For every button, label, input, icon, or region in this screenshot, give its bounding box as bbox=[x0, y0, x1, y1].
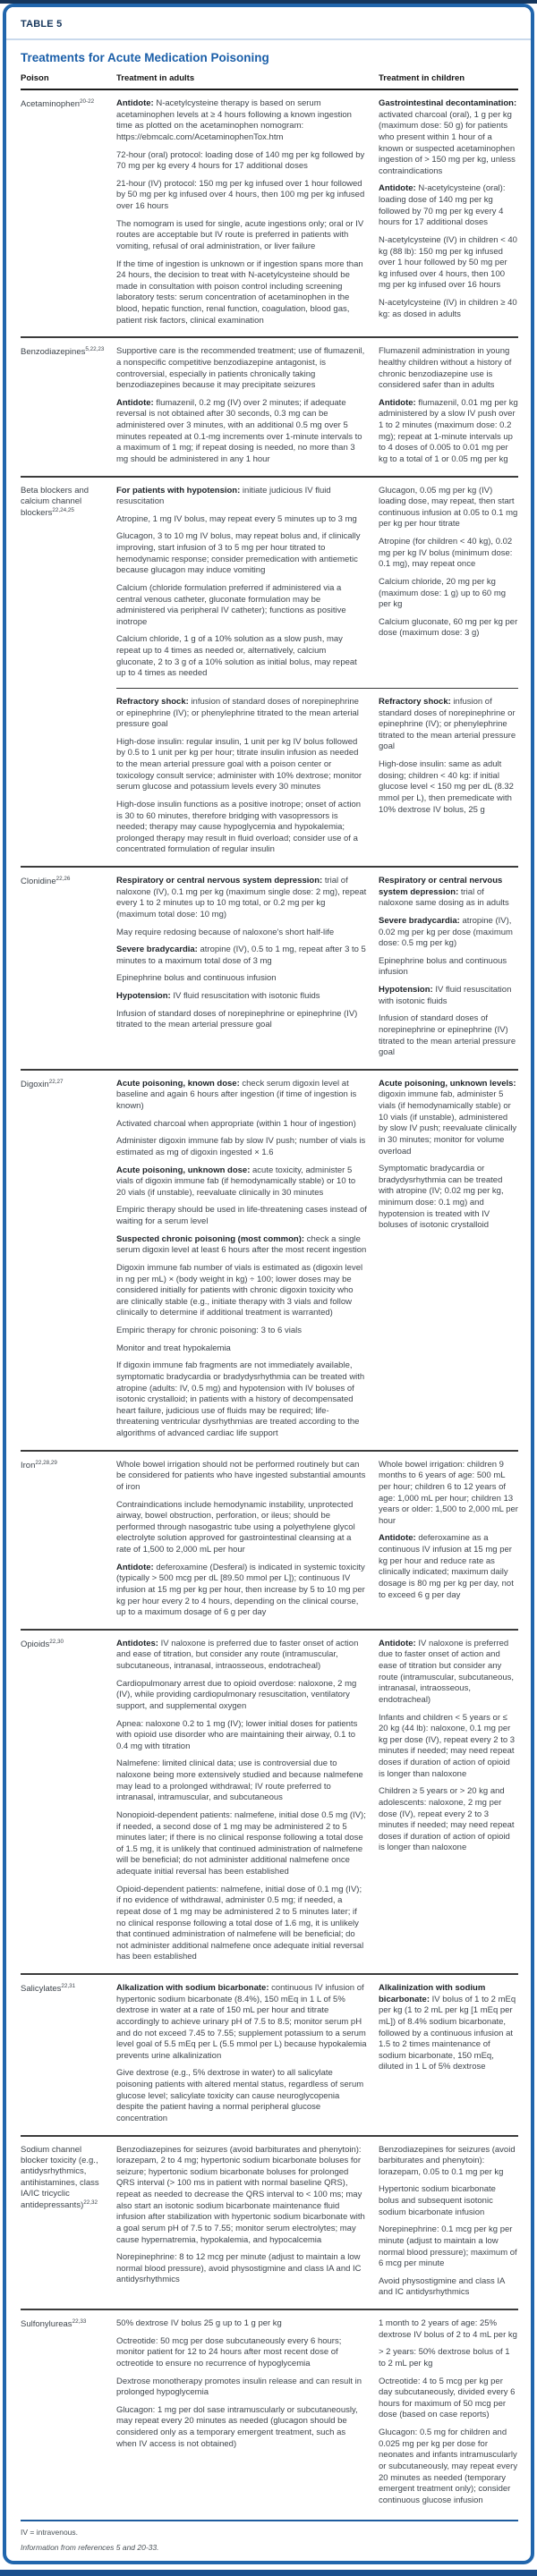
treatment-paragraph: Glucagon, 3 to 10 mg IV bolus, may repeat bolus and, if clinically improving, start infusion of 3 to 5 mg per hour titrated to hemodynamic response; consider premedication with antiemetic because glucagon may induce vomiting bbox=[116, 531, 361, 576]
treatment-adults-cell bbox=[116, 1460, 367, 1625]
treatment-paragraph: Digoxin immune fab number of vials is estimated as (digoxin level in ng per mL) × (body weight in kg) ÷ 100; lower doses may be considered initially for patients with chronic digoxin toxicity who are clinically stable (e.g., initiate therapy with 3 vials and follow clinically to determine if additional treatment is warranted) bbox=[116, 1262, 363, 1318]
treatment-paragraph: Antidote: IV naloxone is preferred due to faster onset of action and ease of titration but consider any route (intramuscular, subcutaneous, intranasal, intraosseous, endotracheal) bbox=[379, 1638, 515, 1705]
treatment-paragraph: Avoid physostigmine and class IA and IC antidysrhythmics bbox=[379, 2275, 505, 2298]
treatment-paragraph: Refractory shock: infusion of standard doses of norepinephrine or epinephrine (IV); or phenylephrine titrated to the mean arterial pressure goal bbox=[116, 696, 359, 730]
column-header-row bbox=[21, 73, 518, 90]
treatment-children-cell bbox=[379, 1983, 518, 2131]
treatment-paragraph: Nalmefene: limited clinical data; use is controversial due to naloxone being more extensively studied and because nalmefene may lead to a prolonged withdrawal; IV route preferred to intranasal, intramuscular, and subcutaneous bbox=[116, 1758, 363, 1803]
treatment-paragraph: Acute poisoning, known dose: check serum digoxin level at baseline and again 6 hours after ingestion (if time of ingestion is known) bbox=[116, 1078, 357, 1111]
treatment-paragraph: Empiric therapy should be used in life-threatening cases instead of waiting for a serum level bbox=[116, 1205, 367, 1226]
treatment-section bbox=[116, 2145, 518, 2306]
table-body bbox=[6, 40, 531, 2561]
treatment-paragraph: If the time of ingestion is unknown or if ingestion spans more than 24 hours, the decision to treat with N-acetylcysteine should be made in consultation with poison control including screening laboratory tests: serum concentration of acetaminophen in the blood, hepatic function, renal function, coagulation, blood gas, patient risk factors, clinical examination bbox=[116, 258, 363, 326]
treatment-adults-cell bbox=[116, 1639, 367, 1970]
treatment-paragraph: Whole bowel irrigation: children 9 months to 6 years of age: 500 mL per hour; children 6 to 12 years of age: 1,000 mL per hour; children 13 years or older: 1,500 to 2,000 mL per hour bbox=[379, 1459, 518, 1526]
treatment-adults-cell bbox=[116, 876, 367, 1065]
treatment-children-cell bbox=[379, 1460, 518, 1625]
table-rows bbox=[21, 90, 518, 2516]
treatment-paragraph: Antidote: N-acetylcysteine (oral): loading dose of 140 mg per kg followed by 70 mg per kg every 4 hours for 17 additional doses bbox=[379, 183, 506, 228]
treatment-paragraph: Antidote: flumazenil, 0.2 mg (IV) over 2 minutes; if adequate reversal is not obtained after 30 seconds, 0.3 mg can be administered over 3 minutes, with an additional 0.5 mg over 5 minutes repeated at 0.1-mg increments over 1-minute intervals to a maximum of 1 mg; if repeat dosing is needed, no more than 3 mg should be administered in any 1 hour bbox=[116, 397, 362, 464]
treatment-paragraph: Hypertonic sodium bicarbonate bolus and subsequent isotonic sodium bicarbonate infusion bbox=[379, 2184, 496, 2217]
treatment-paragraph: Hypotension: IV fluid resuscitation with isotonic fluids bbox=[116, 991, 320, 1001]
treatment-paragraph: Glucagon, 0.05 mg per kg (IV) loading dose, may repeat, then start continuous infusion at 0.05 to 0.1 mg per kg per hour titrate bbox=[379, 485, 518, 530]
treatment-adults-cell bbox=[116, 98, 367, 333]
treatment-paragraph: 1 month to 2 years of age: 25% dextrose IV bolus of 2 to 4 mL per kg bbox=[379, 2318, 517, 2340]
treatment-paragraph: High-dose insulin: same as adult dosing; children < 40 kg: if initial glucose level < 150 mg per dL (8.32 mmol per L), then premedicate with 10% dextrose IV bolus, 25 g bbox=[379, 759, 514, 815]
table-row bbox=[21, 868, 518, 1071]
poison-name: Clonidine$^{22,26}$ bbox=[21, 876, 71, 887]
treatment-paragraph: Benzodiazepines for seizures (avoid barbiturates and phenytoin): lorazepam, 2 to 4 mg; hypertonic sodium bicarbonate boluses for seizure; hypertonic sodium bicarbonate boluses for prolonged QRS interval (> 100 ms in patient with normal baseline QRS), repeat as needed to decrease the QRS interval to < 100 ms; may also start an isotonic sodium bicarbonate maintenance fluid infusion after stabilization with hypertonic sodium bicarbonate with a goal serum pH of 7.5 to 7.55; monitor serum electrolytes; may cause hypernatremia, hypokalemia, and hypocalcemia bbox=[116, 2144, 365, 2245]
column-header-adults: Treatment in adults bbox=[116, 73, 195, 83]
treatment-sections bbox=[116, 1460, 518, 1625]
treatment-children-cell bbox=[379, 2145, 518, 2306]
treatment-paragraph: 21-hour (IV) protocol: 150 mg per kg infused over 1 hour followed by 50 mg per kg infused over 4 hours, then 100 mg per kg infused over 16 hours bbox=[116, 178, 365, 211]
treatment-sections bbox=[116, 346, 518, 471]
treatment-paragraph: Respiratory or central nervous system depression: trial of naloxone (IV), 0.1 mg per kg (maximum single dose: 2 mg), repeat every 1 to 2 minutes up to 10 mg total, or 0.2 mg per kg (maximum total dose: 10 mg) bbox=[116, 876, 367, 919]
footer-rule bbox=[21, 2520, 518, 2521]
treatment-paragraph: Children ≥ 5 years or > 20 kg and adolescents: naloxone, 2 mg per dose (IV), repeat every 2 to 3 minutes if needed; may need repeat doses if duration of action of opioid is longer than naloxone bbox=[379, 1786, 515, 1853]
poison-name: Digoxin$^{22,27}$ bbox=[21, 1078, 64, 1089]
treatment-paragraph: Antidote: N-acetylcysteine therapy is based on serum acetaminophen levels at ≥ 4 hours following a known ingestion time as plotted on the acetaminophen nomogram: https://ebmcalc.com/AcetaminophenTox.htm bbox=[116, 98, 352, 142]
treatment-sections bbox=[116, 1079, 518, 1446]
table-card bbox=[3, 4, 534, 2564]
treatment-section bbox=[116, 688, 518, 862]
treatment-paragraph: Monitor and treat hypokalemia bbox=[116, 1343, 231, 1353]
treatment-children-cell bbox=[379, 2318, 518, 2512]
treatment-paragraph: Hypotension: IV fluid resuscitation with isotonic fluids bbox=[379, 985, 512, 1006]
treatment-sections bbox=[116, 2318, 518, 2512]
treatment-paragraph: Supportive care is the recommended treatment; use of flumazenil, a nonspecific competitive benzodiazepine antagonist, is controversial, especially in patients chronically taking benzodiazepines because it may precipitate seizures bbox=[116, 346, 365, 391]
treatment-paragraph: Respiratory or central nervous system depression: trial of naloxone same dosing as in adults bbox=[379, 876, 509, 909]
treatment-paragraph: Give dextrose (e.g., 5% dextrose in water) to all salicylate poisoning patients with altered mental status, regardless of serum glucose level; salicylate toxicity can cause neuroglycopenia despite the patient having a normal peripheral glucose concentration bbox=[116, 2068, 364, 2123]
treatment-paragraph: Norepinephrine: 8 to 12 mcg per minute (adjust to maintain a low normal blood pressure), avoid physostigmine and class IA and IC antidysrhythmics bbox=[116, 2252, 362, 2285]
poison-name: Iron$^{22,28,29}$ bbox=[21, 1459, 57, 1470]
table-row bbox=[21, 1975, 518, 2137]
poison-name: Sulfonylureas$^{22,33}$ bbox=[21, 2318, 87, 2330]
treatment-paragraph: Dextrose monotherapy promotes insulin release and can result in prolonged hypoglycemia bbox=[116, 2376, 362, 2398]
treatment-paragraph: Acute poisoning, unknown levels: digoxin immune fab, administer 5 vials (if hemodynamically stable) or 10 vials (if unstable), administered by slow IV push; reevaluate clinically in 30 minutes; monitor for volume overload bbox=[379, 1078, 517, 1157]
treatment-paragraph: Activated charcoal when appropriate (within 1 hour of ingestion) bbox=[116, 1118, 356, 1129]
treatment-paragraph: Calcium (chloride formulation preferred if administered via a central venous catheter, gluconate formulation may be administered via peripheral IV catheter); functions as positive inotrope bbox=[116, 582, 346, 627]
treatment-paragraph: Infusion of standard doses of norepinephrine or epinephrine (IV) titrated to the mean arterial pressure goal bbox=[379, 1013, 516, 1058]
treatment-paragraph: Acute poisoning, unknown dose: acute toxicity, administer 5 vials of digoxin immune fab (if hemodynamically stable) or 10 to 20 vials (if unstable), reevaluate clinically in 30 minutes bbox=[116, 1165, 356, 1198]
treatment-sections bbox=[116, 1639, 518, 1970]
table-row bbox=[21, 2310, 518, 2516]
treatment-paragraph: 72-hour (oral) protocol: loading dose of 140 mg per kg followed by 70 mg per kg every 4 hours for 17 additional doses bbox=[116, 149, 365, 172]
treatment-adults-cell bbox=[116, 2145, 367, 2306]
column-header-poison: Poison bbox=[21, 73, 49, 83]
treatment-paragraph: Infants and children < 5 years or ≤ 20 kg (44 lb): naloxone, 0.1 mg per kg per dose (IV), repeat every 2 to 3 minutes if needed; may need repeat doses if duration of action of opioid is longer than naloxone bbox=[379, 1712, 516, 1779]
treatment-children-cell bbox=[379, 98, 518, 333]
treatment-adults-cell bbox=[116, 1079, 367, 1446]
treatment-paragraph: If digoxin immune fab fragments are not immediately available, symptomatic bradycardia or bradydysrhythmia can be treated with atropine (adults: IV, 0.5 mg) and hypotension with IV boluses of isotonic crystalloid; in patients with a history of decompensated heart failure, judicious use of fluids may be required; life-threatening ventricular dysrhythmias are treated according to the algorithms of advanced cardiac life support bbox=[116, 1360, 365, 1438]
treatment-paragraph: Symptomatic bradycardia or bradydysrhythmia can be treated with atropine (IV; 0.02 mg per kg, minimum dose: 0.1 mg) and hypotension is treated with IV boluses of isotonic crystalloid bbox=[379, 1164, 504, 1231]
treatment-section bbox=[116, 1639, 518, 1970]
treatment-section bbox=[116, 98, 518, 333]
poison-name: Acetaminophen$^{20-22}$ bbox=[21, 98, 95, 110]
treatment-paragraph: N-acetylcysteine (IV) in children < 40 kg (88 lb): 150 mg per kg infused over 1 hour followed by 50 mg per kg infused over 4 hours, then 100 mg per kg infused over 16 hours bbox=[379, 234, 517, 291]
table-row bbox=[21, 1071, 518, 1452]
treatment-paragraph: > 2 years: 50% dextrose bolus of 1 to 2 mL per kg bbox=[379, 2347, 510, 2368]
treatment-sections bbox=[116, 876, 518, 1065]
treatment-section bbox=[116, 876, 518, 1065]
treatment-paragraph: Severe bradycardia: atropine (IV), 0.02 mg per kg per dose (maximum dose: 0.5 mg per kg) bbox=[379, 915, 513, 949]
treatment-paragraph: May require redosing because of naloxone's short half-life bbox=[116, 927, 335, 937]
treatment-paragraph: Suspected chronic poisoning (most common): check a single serum digoxin level at least 6 hours after the most recent ingestion bbox=[116, 1233, 367, 1256]
table-row bbox=[21, 478, 518, 869]
treatment-paragraph: Antidote: deferoxamine as a continuous IV infusion at 15 mg per kg per hour and reduce rate as clinically indicated; maximum daily dosage is 80 mg per kg per day, not to exceed 6 g per day bbox=[379, 1533, 514, 1600]
poison-name: Benzodiazepines$^{5,22,23}$ bbox=[21, 346, 105, 358]
page-bottom-rule bbox=[0, 2570, 537, 2576]
table-label: TABLE 5 bbox=[21, 19, 63, 30]
treatment-children-cell bbox=[379, 346, 518, 471]
treatment-paragraph: High-dose insulin: regular insulin, 1 unit per kg IV bolus followed by 0.5 to 1 unit per kg per hour; titrate insulin infusion as needed to the mean arterial pressure goal with a poison center or toxicology consult service; administer with 10% dextrose; monitor serum glucose and potassium levels every 30 minutes bbox=[116, 736, 362, 792]
treatment-children-cell bbox=[379, 876, 518, 1065]
table-title: Treatments for Acute Medication Poisoning bbox=[21, 51, 269, 64]
poison-name: Salicylates$^{22,31}$ bbox=[21, 1983, 76, 1995]
table-row bbox=[21, 338, 518, 477]
treatment-section bbox=[116, 1983, 518, 2131]
treatment-paragraph: Nonopioid-dependent patients: nalmefene, initial dose 0.5 mg (IV); if needed, a second dose of 1 mg may be administered 2 to 5 minutes later; if there is no clinical response following a total dose of 1.5 mg, it is unlikely that continued administration of nalmefene will be beneficial; do not administer additional nalmefene once adequate initial reversal has been established bbox=[116, 1809, 366, 1877]
treatment-children-cell bbox=[379, 697, 518, 862]
poison-name: Opioids$^{22,30}$ bbox=[21, 1638, 64, 1649]
table-row bbox=[21, 1631, 518, 1975]
table-row bbox=[21, 2137, 518, 2311]
treatment-paragraph: Glucagon: 0.5 mg for children and 0.025 mg per kg per dose for neonates and infants intramuscularly or subcutaneously, may repeat every 20 minutes as needed (temporary emergent treatment only); consider continuous glucose infusion bbox=[379, 2428, 518, 2505]
treatment-paragraph: Apnea: naloxone 0.2 to 1 mg (IV); lower initial doses for patients with opioid use disorder who are maintaining their airway, 0.1 to 0.4 mg with titration bbox=[116, 1718, 358, 1751]
poison-name: Beta blockers and calcium channel blockers$^{22,24,25}$ bbox=[21, 485, 90, 519]
references-note: Information from references 5 and 20-33. bbox=[21, 2543, 159, 2553]
treatment-paragraph: Infusion of standard doses of norepinephrine or epinephrine (IV) titrated to the mean arterial pressure goal bbox=[116, 1008, 358, 1030]
treatment-section bbox=[116, 486, 518, 686]
poison-name: Sodium channel blocker toxicity (e.g., antidysrhythmics, antihistamines, class IA/IC tricyclic antidepressants)$^{22,32}$ bbox=[21, 2144, 99, 2211]
treatment-paragraph: Alkalization with sodium bicarbonate: continuous IV infusion of hypertonic sodium bicarbonate (8.4%), 150 mEq in 1 L of 5% dextrose in water at a rate of 150 mL per hour and titrate accordingly to achieve urinary pH of 7.5 to 8.5; monitor serum pH and do not exceed 7.45 to 7.55; supplement potassium to a serum level goal of 5.5 mEq per L (5.5 mmol per L) because hypokalemia prevents urine alkalinization bbox=[116, 1983, 367, 2061]
treatment-paragraph: Epinephrine bolus and continuous infusion bbox=[116, 973, 277, 984]
treatment-paragraph: Administer digoxin immune fab by slow IV push; number of vials is estimated as mg of digoxin ingested × 1.6 bbox=[116, 1136, 366, 1157]
treatment-paragraph: Gastrointestinal decontamination: activated charcoal (oral), 1 g per kg (maximum dose: 50 g) for patients who present within 1 hour of a known or suspected acetaminophen ingestion of > 150 mg per kg, unless contraindications bbox=[379, 98, 517, 176]
treatment-adults-cell bbox=[116, 1983, 367, 2131]
column-header-children: Treatment in children bbox=[379, 73, 465, 83]
treatment-paragraph: Calcium gluconate, 60 mg per kg per dose (maximum dose: 3 g) bbox=[379, 616, 518, 639]
treatment-paragraph: Calcium chloride, 20 mg per kg (maximum dose: 1 g) up to 60 mg per kg bbox=[379, 576, 507, 610]
treatment-adults-cell bbox=[116, 346, 367, 471]
abbreviation-note: IV = intravenous. bbox=[21, 2528, 79, 2538]
treatment-paragraph: Epinephrine bolus and continuous infusion bbox=[379, 955, 507, 978]
table-label-band bbox=[6, 7, 531, 40]
treatment-section bbox=[116, 346, 518, 471]
treatment-sections bbox=[116, 1983, 518, 2131]
treatment-paragraph: Antidote: deferoxamine (Desferal) is indicated in systemic toxicity (typically > 500 mcg per dL [89.50 mmol per L]); continuous IV infusion at 15 mg per kg per hour, then increase by 5 to 10 mg per kg per hour every 2 to 4 hours, depending on the clinical course, up to a maximum dosage of 6 g per day bbox=[116, 1562, 365, 1618]
treatment-paragraph: Severe bradycardia: atropine (IV), 0.5 to 1 mg, repeat after 3 to 5 minutes to a maximum total dose of 3 mg bbox=[116, 945, 366, 966]
treatment-section bbox=[116, 2318, 518, 2512]
treatment-paragraph: Octreotide: 50 mcg per dose subcutaneously every 6 hours; monitor patient for 12 to 24 hours after most recent dose of octreotide to ensure no recurrence of hypoglycemia bbox=[116, 2335, 342, 2368]
treatment-paragraph: The nomogram is used for single, acute ingestions only; oral or IV routes are acceptable but IV route is preferred in patients with vomiting, refusal of oral administration, or liver failure bbox=[116, 218, 364, 251]
treatment-paragraph: High-dose insulin functions as a positive inotrope; onset of action is 30 to 60 minutes, therefore bridging with vasopressors is needed; therapy may cause hypoglycemia and hypokalemia; prolonged therapy may result in fluid overload; consider use of a concentrated formulation of regular insulin bbox=[116, 799, 362, 855]
treatment-paragraph: Glucagon: 1 mg per dol sase intramuscularly or subcutaneously, may repeat every 20 minutes as needed (glucagon should be considered only as a temporary emergent treatment, such as when IV access is not obtained) bbox=[116, 2404, 358, 2449]
table-row bbox=[21, 90, 518, 338]
treatment-paragraph: Cardiopulmonary arrest due to opioid overdose: naloxone, 2 mg (IV), while providing cardiopulmonary resuscitation, ventilatory support, and supplemental oxygen bbox=[116, 1678, 357, 1711]
treatment-paragraph: Flumazenil administration in young healthy children without a history of chronic benzodiazepine use is considered safer than in adults bbox=[379, 346, 512, 391]
treatment-paragraph: Refractory shock: infusion of standard doses of norepinephrine or epinephrine (IV); or phenylephrine titrated to the mean arterial pressure goal bbox=[379, 696, 516, 752]
treatment-paragraph: 50% dextrose IV bolus 25 g up to 1 g per kg bbox=[116, 2318, 282, 2328]
treatment-paragraph: N-acetylcysteine (IV) in children ≥ 40 kg: as dosed in adults bbox=[379, 298, 517, 319]
treatment-paragraph: Contraindications include hemodynamic instability, unprotected airway, bowel obstruction, perforation, or ileus; should be performed through nasogastric tube using a polyethylene glycol electrolyte solution approved for gastrointestinal cleansing at a rate of 1,500 to 2,000 mL per hour bbox=[116, 1499, 355, 1555]
treatment-children-cell bbox=[379, 1639, 518, 1970]
treatment-paragraph: Alkalinization with sodium bicarbonate: IV bolus of 1 to 2 mEq per kg (1 to 2 mL per kg [1 mEq per mL]) of 8.4% sodium bicarbonate, followed by a continuous infusion at 1.5 to 2 times maintenance of sodium bicarbonate, 150 mEq, diluted in 1 L of 5% dextrose bbox=[379, 1983, 516, 2072]
treatment-sections bbox=[116, 486, 518, 863]
treatment-paragraph: Benzodiazepines for seizures (avoid barbiturates and phenytoin): lorazepam, 0.05 to 0.1 mg per kg bbox=[379, 2144, 516, 2177]
treatment-paragraph: Atropine, 1 mg IV bolus, may repeat every 5 minutes up to 3 mg bbox=[116, 513, 357, 524]
treatment-paragraph: For patients with hypotension: initiate judicious IV fluid resuscitation bbox=[116, 485, 331, 507]
treatment-children-cell bbox=[379, 1079, 518, 1446]
treatment-paragraph: Antidote: flumazenil, 0.01 mg per kg administered by a slow IV push over 1 to 2 minutes (maximum dose: 0.2 mg); repeat at 1-minute intervals up to 4 doses of 0.005 to 0.01 mg per kg to a total of 1 or 0.05 mg per kg bbox=[379, 397, 518, 464]
treatment-paragraph: Whole bowel irrigation should not be performed routinely but can be considered for patients who have ingested substantial amounts of iron bbox=[116, 1459, 366, 1492]
treatment-sections bbox=[116, 2145, 518, 2306]
treatment-adults-cell bbox=[116, 697, 367, 862]
treatment-paragraph: Atropine (for children < 40 kg), 0.02 mg per kg IV bolus (minimum dose: 0.1 mg), may repeat once bbox=[379, 537, 513, 570]
treatment-adults-cell bbox=[116, 2318, 367, 2512]
treatment-paragraph: Calcium chloride, 1 g of a 10% solution as a slow push, may repeat up to 4 times as needed or, alternatively, calcium gluconate, 2 to 3 g of a 10% solution as initial bolus, may repeat up to 4 times as needed bbox=[116, 634, 357, 679]
treatment-paragraph: Opioid-dependent patients: nalmefene, initial dose of 0.1 mg (IV); if no evidence of withdrawal, administer 0.5 mg; if needed, a repeat dose of 1 mg may be administered 2 to 5 minutes later; if no clinical response following a total dose of 1.6 mg, it is unlikely that continued administration of nalmefene will be beneficial; do not administer additional nalmefene once adequate initial reversal has been established bbox=[116, 1884, 364, 1962]
treatment-children-cell bbox=[379, 486, 518, 686]
treatment-adults-cell bbox=[116, 486, 367, 686]
treatment-paragraph: Octreotide: 4 to 5 mcg per kg per day subcutaneously, divided every 6 hours for maximum of 50 mcg per dose (based on case reports) bbox=[379, 2376, 516, 2420]
treatment-sections bbox=[116, 98, 518, 333]
treatment-section bbox=[116, 1460, 518, 1625]
treatment-paragraph: Empiric therapy for chronic poisoning: 3 to 6 vials bbox=[116, 1326, 302, 1335]
table-row bbox=[21, 1452, 518, 1631]
treatment-paragraph: Antidotes: IV naloxone is preferred due to faster onset of action and ease of titration, but consider any route (intramuscular, subcutaneous, intranasal, intraosseous, endotracheal) bbox=[116, 1638, 359, 1671]
treatment-paragraph: Norepinephrine: 0.1 mcg per kg per minute (adjust to maintain a low normal blood pressure); maximum of 6 mcg per minute bbox=[379, 2224, 517, 2269]
treatment-section bbox=[116, 1079, 518, 1446]
